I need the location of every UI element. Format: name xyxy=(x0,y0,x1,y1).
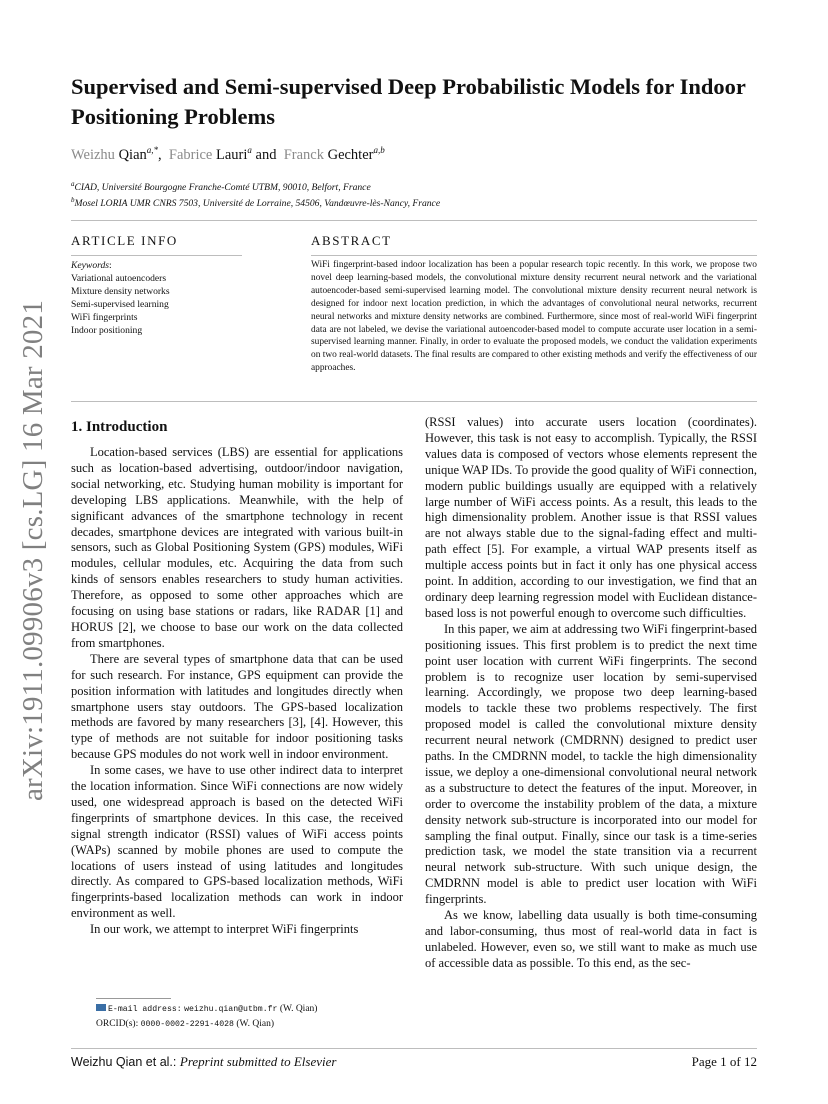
keyword: Indoor positioning xyxy=(71,324,143,336)
orcid-link[interactable]: 0000-0002-2291-4028 xyxy=(140,1020,234,1029)
author-list: Weizhu Qian$^{a,*}$, Fabrice Lauri$^a$ and Franck Gechter$^{a,b}$ xyxy=(71,145,385,163)
affiliation-b: $^b$Mosel LORIA UMR CNRS 7503, Université de Lorraine, 54506, Vandœuvre-lès-Nancy, France xyxy=(71,196,441,210)
paragraph: In some cases, we have to use other indirect data to interpret the location information. Since WiFi connections are now widely used, one widespread approach is based on the detected WiFi fingerprints of smartphone devices. In this case, the received signal strength indicator (RSSI) values of WiFi access points (WAPs) scanned by mobile phones are used to compute the locations of users instead of using latitudes and longitudes directly. As compared to GPS-based localization methods, WiFi fingerprints-based localization methods can work in indoor environment as well. xyxy=(71,763,403,921)
divider xyxy=(71,1048,757,1049)
right-column xyxy=(425,415,757,972)
divider xyxy=(311,255,757,256)
divider xyxy=(71,401,757,402)
divider xyxy=(71,255,242,256)
footnote-divider xyxy=(96,998,171,999)
paragraph: There are several types of smartphone data that can be used for such research. For instance, GPS equipment can provide the position information with latitudes and longitudes directly when smartphone users stay outdoors. The GPS-based localization methods are favored by many researchers [3], [4]. However, this type of methods are not suitable for indoor positioning tasks because GPS modules do not work well in indoor environment. xyxy=(71,651,403,762)
paragraph: Location-based services (LBS) are essential for applications such as location-based advertising, outdoor/indoor navigation, social networking, etc. Studying human mobility is important for developing LBS applications. Meanwhile, with the help of significant advances of the smartphone technology in recent decades, smartphone devices are integrated with various built-in sensors, such as Global Positioning System (GPS) modules, WiFi modules, cellular modules, etc. Acquiring the data from such kinds of sensors enables researchers to study human activities. Therefore, as opposed to some other approaches which are focusing on using base stations or radars, like RADAR [1] and HORUS [2], we choose to base our work on the data collected from smartphones. xyxy=(71,445,403,650)
paragraph: In this paper, we aim at addressing two WiFi fingerprint-based positioning issues. This first problem is to predict the next time point user location with current WiFi fingerprints. The second problem is to recognize user location by semi-supervised learning. Accordingly, we propose two deep learning-based models to tackle these two problems respectively. The first proposed model is called the convolutional mixture density recurrent neural network (CMDRNN) designed to predict user paths. In the CMDRNN model, to tackle the high dimensionality issue, we deploy a one-dimensional convolutional neural network as a substructure to detect the features of the input. Moreover, in order to overcome the instability problem of the data, a mixture density network sub-structure is incorporated into our model for sampling the final output. Finally, since our task is a time-series prediction task, we model the state transition via a recurrent neural network sub-structure. With such unique design, the CMDRNN model is able to predict user location with WiFi fingerprints. xyxy=(425,621,757,907)
paper-title: Supervised and Semi-supervised Deep Probabilistic Models for Indoor Positioning Problems xyxy=(71,74,746,129)
article-info-heading: ARTICLE INFO xyxy=(71,233,178,248)
arxiv-id: arXiv:1911.09906v3 [cs.LG] 16 Mar 2021 xyxy=(17,299,50,801)
mail-icon xyxy=(96,1004,106,1011)
author-1[interactable]: Weizhu Qian$^{a,*}$ xyxy=(71,145,158,163)
keyword: Mixture density networks xyxy=(71,285,170,297)
left-column xyxy=(71,445,403,938)
author-2[interactable]: Fabrice Lauri$^a$ xyxy=(168,145,252,163)
keywords-label: Keywords xyxy=(71,260,110,271)
footnote-orcid: ORCID(s): 0000-0002-2291-4028 (W. Qian) xyxy=(96,1019,274,1029)
paragraph: (RSSI values) into accurate users location (coordinates). However, this task is not easy to accomplish. Typically, the RSSI values data is composed of vectors whose elements represent the unique WAP IDs. To provide the good quality of WiFi connection, modern public buildings usually are equipped with a relatively large number of WiFi access points. As a result, this leads to the high dimensionality problem. Another issue is that RSSI values are not always stable due to the signal-fading effect and multi-path effect [5]. For example, a virtual WAP presents itself as multiple access points but in fact it only has one physical access point. In addition, according to our investigation, we find that an ordinary deep learning regression model with Euclidean distance-based loss is not powerful enough to overcome such difficulties. xyxy=(425,415,757,620)
paragraph: As we know, labelling data usually is both time-consuming and labor-consuming, thus most of real-world data in fact is unlabeled. However, even so, we still want to make as much use of accessible data as possible. To this end, as the sec- xyxy=(425,908,757,970)
email-link[interactable]: weizhu.qian@utbm.fr xyxy=(184,1005,278,1014)
abstract-heading: ABSTRACT xyxy=(311,233,392,248)
page-number: Page 1 of 12 xyxy=(691,1054,757,1069)
arxiv-stamp xyxy=(14,290,54,810)
author-3[interactable]: Franck Gechter$^{a,b}$ xyxy=(283,145,385,163)
footnote-email: E-mail address: weizhu.qian@utbm.fr (W. Qian) xyxy=(96,1004,317,1014)
affiliation-a: $^a$CIAD, Université Bourgogne Franche-Comté UTBM, 90010, Belfort, France xyxy=(71,180,371,194)
divider xyxy=(71,220,757,221)
keyword: Variational autoencoders xyxy=(71,272,167,284)
keyword: Semi-supervised learning xyxy=(71,298,169,310)
keywords-list: Keywords: Variational autoencoders Mixture density networks Semi-supervised learning WiFi fingerprints Indoor positioning xyxy=(71,260,170,336)
keyword: WiFi fingerprints xyxy=(71,311,138,323)
footer-citation: Weizhu Qian et al.: Preprint submitted to Elsevier xyxy=(71,1054,337,1069)
abstract-text: WiFi fingerprint-based indoor localization has been a popular research topic recently. In this work, we propose two novel deep learning-based models, the convolutional mixture density recurrent neural network and the variational autoencoder-based semi-supervised learning model. The convolutional mixture density recurrent neural network is designed for indoor next location prediction, in which the advantages of convolutional neural networks, recurrent neural networks and mixture density networks are combined. Furthermore, since most of real-world WiFi fingerprint data are not labeled, we devise the variational autoencoder-based model to compute accurate user location in a semi-supervised learning manner. Finally, in order to evaluate the proposed models, we conduct the validation experiments on two real-world datasets. The final results are compared to other existing methods and verify the effectiveness of our approaches. xyxy=(311,260,757,374)
section-heading: 1. Introduction xyxy=(71,419,168,435)
paragraph: In our work, we attempt to interpret WiFi fingerprints xyxy=(90,922,359,937)
